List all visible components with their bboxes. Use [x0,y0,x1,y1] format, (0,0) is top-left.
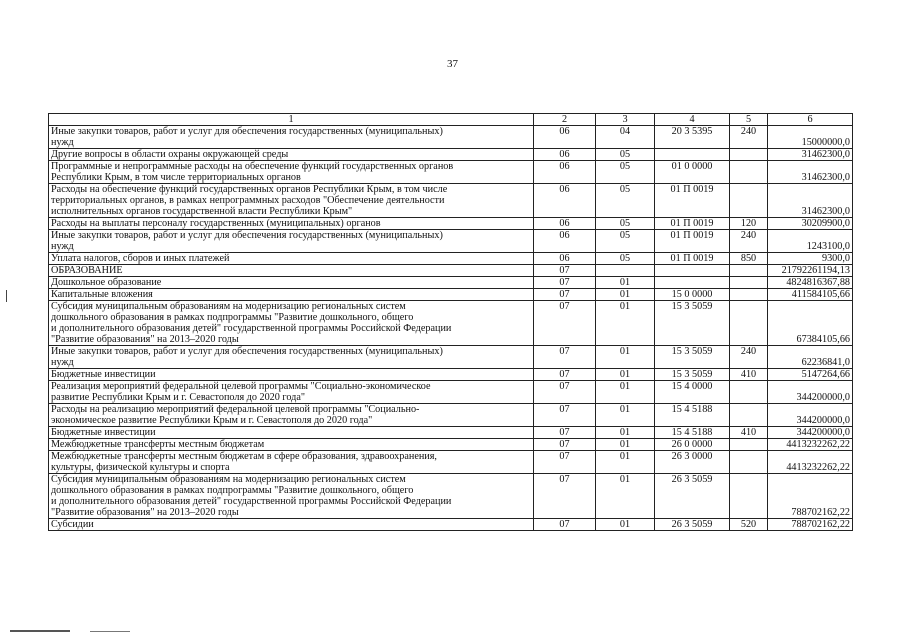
table-row [49,161,853,184]
header-cell: 1 [49,114,534,126]
section-code-cell: 07 [534,277,596,289]
row-name-line: Расходы на реализацию мероприятий федеральной целевой программы "Социально- [51,404,420,415]
row-name-line: Иные закупки товаров, работ и услуг для обеспечения государственных (муниципальных) [51,230,443,241]
expense-type-cell: 240 [730,346,768,369]
row-name-line: нужд [51,241,74,252]
subsection-code-cell: 01 [596,474,655,519]
row-name-line: развитие Республики Крым и г. Севастополя до 2020 года" [51,392,306,403]
amount-cell: 344200000,0 [768,427,853,439]
row-name-line: и дополнительного образования детей" государственной программы Российской Федерации [51,323,452,334]
scan-mark [10,630,70,632]
row-name-cell [49,218,534,230]
table-row [49,439,853,451]
subsection-code-cell: 01 [596,381,655,404]
subsection-code-cell: 05 [596,161,655,184]
row-name-cell [49,253,534,265]
table-row [49,346,853,369]
row-name-line: дошкольного образования в рамках подпрограммы "Развитие дошкольного, общего [51,312,414,323]
target-article-cell: 15 3 5059 [655,301,730,346]
subsection-code-cell: 05 [596,218,655,230]
table-row [49,451,853,474]
subsection-code-cell [596,265,655,277]
row-name-line: Иные закупки товаров, работ и услуг для обеспечения государственных (муниципальных) [51,346,443,357]
section-code-cell: 06 [534,161,596,184]
amount-cell: 30209900,0 [768,218,853,230]
table-row [49,474,853,519]
subsection-code-cell: 05 [596,184,655,218]
section-code-cell: 07 [534,451,596,474]
page-number: 37 [447,58,458,70]
row-name-cell [49,369,534,381]
table-row [49,184,853,218]
row-name-cell [49,301,534,346]
target-article-cell: 01 П 0019 [655,184,730,218]
subsection-code-cell: 01 [596,277,655,289]
table-row [49,289,853,301]
expense-type-cell [730,474,768,519]
subsection-code-cell: 01 [596,451,655,474]
row-name-cell [49,439,534,451]
row-name-line: Программные и непрограммные расходы на обеспечение функций государственных органов [51,161,454,172]
header-cell: 4 [655,114,730,126]
target-article-cell [655,277,730,289]
target-article-cell: 15 4 5188 [655,427,730,439]
row-name-line: и дополнительного образования детей" государственной программы Российской Федерации [51,496,452,507]
table-row [49,230,853,253]
expense-type-cell [730,301,768,346]
section-code-cell: 07 [534,381,596,404]
row-name-cell [49,451,534,474]
section-code-cell: 07 [534,369,596,381]
subsection-code-cell: 05 [596,149,655,161]
amount-cell: 4824816367,88 [768,277,853,289]
row-name-line: Уплата налогов, сборов и иных платежей [51,253,230,264]
expense-type-cell: 850 [730,253,768,265]
row-name-line: Межбюджетные трансферты местным бюджетам [51,439,265,450]
amount-cell: 9300,0 [768,253,853,265]
subsection-code-cell: 04 [596,126,655,149]
target-article-cell: 26 3 0000 [655,451,730,474]
subsection-code-cell: 01 [596,346,655,369]
amount-cell: 31462300,0 [768,161,853,184]
table-row [49,126,853,149]
header-cell: 5 [730,114,768,126]
expense-type-cell [730,149,768,161]
row-name-cell [49,149,534,161]
section-code-cell: 06 [534,149,596,161]
table-row [49,369,853,381]
target-article-cell [655,265,730,277]
amount-cell: 788702162,22 [768,474,853,519]
table-row [49,253,853,265]
target-article-cell: 15 4 0000 [655,381,730,404]
row-name-line: Бюджетные инвестиции [51,369,156,380]
subsection-code-cell: 01 [596,519,655,531]
table-row [49,519,853,531]
row-name-line: исполнительных органов государственной власти Республики Крым" [51,206,353,217]
expense-type-cell [730,289,768,301]
row-name-line: Капитальные вложения [51,289,153,300]
row-name-line: территориальных органов, в рамках непрограммных расходов "Обеспечение деятельности [51,195,445,206]
subsection-code-cell: 01 [596,427,655,439]
scan-mark [6,290,7,302]
section-code-cell: 07 [534,519,596,531]
table-row [49,427,853,439]
expense-type-cell: 410 [730,427,768,439]
row-name-line: Реализация мероприятий федеральной целевой программы "Социально-экономическое [51,381,431,392]
section-code-cell: 07 [534,301,596,346]
row-name-line: Расходы на выплаты персоналу государственных (муниципальных) органов [51,218,381,229]
expense-type-cell: 520 [730,519,768,531]
table-body [49,114,853,531]
amount-cell: 344200000,0 [768,404,853,427]
amount-cell: 67384105,66 [768,301,853,346]
amount-cell: 1243100,0 [768,230,853,253]
table-row [49,301,853,346]
row-name-cell [49,126,534,149]
header-cell: 2 [534,114,596,126]
amount-cell: 411584105,66 [768,289,853,301]
subsection-code-cell: 01 [596,369,655,381]
section-code-cell: 07 [534,346,596,369]
row-name-line: нужд [51,357,74,368]
expense-type-cell: 240 [730,126,768,149]
target-article-cell: 26 3 5059 [655,474,730,519]
expense-type-cell: 410 [730,369,768,381]
row-name-cell [49,289,534,301]
header-cell: 6 [768,114,853,126]
section-code-cell: 07 [534,265,596,277]
expense-type-cell [730,451,768,474]
section-code-cell: 06 [534,218,596,230]
row-name-line: культуры, физической культуры и спорта [51,462,230,473]
expense-type-cell: 120 [730,218,768,230]
table-row [49,149,853,161]
budget-table [48,113,853,531]
amount-cell: 4413232262,22 [768,451,853,474]
section-code-cell: 07 [534,289,596,301]
table-row [49,381,853,404]
target-article-cell: 01 П 0019 [655,230,730,253]
target-article-cell: 15 3 5059 [655,369,730,381]
section-code-cell: 07 [534,404,596,427]
subsection-code-cell: 05 [596,230,655,253]
section-code-cell: 06 [534,253,596,265]
row-name-cell [49,427,534,439]
row-name-line: "Развитие образования" на 2013–2020 годы [51,334,239,345]
row-name-cell [49,519,534,531]
target-article-cell: 15 3 5059 [655,346,730,369]
table-row [49,265,853,277]
target-article-cell: 20 3 5395 [655,126,730,149]
amount-cell: 5147264,66 [768,369,853,381]
expense-type-cell [730,439,768,451]
subsection-code-cell: 01 [596,289,655,301]
subsection-code-cell: 01 [596,439,655,451]
row-name-line: ОБРАЗОВАНИЕ [51,265,123,276]
section-code-cell: 07 [534,439,596,451]
section-code-cell: 07 [534,427,596,439]
table-row [49,218,853,230]
amount-cell: 344200000,0 [768,381,853,404]
target-article-cell: 01 П 0019 [655,218,730,230]
target-article-cell: 26 3 5059 [655,519,730,531]
header-cell: 3 [596,114,655,126]
amount-cell: 62236841,0 [768,346,853,369]
row-name-line: Республики Крым, в том числе территориальных органов [51,172,301,183]
expense-type-cell: 240 [730,230,768,253]
row-name-cell [49,184,534,218]
amount-cell: 21792261194,13 [768,265,853,277]
expense-type-cell [730,161,768,184]
amount-cell: 31462300,0 [768,184,853,218]
target-article-cell: 01 П 0019 [655,253,730,265]
expense-type-cell [730,265,768,277]
subsection-code-cell: 05 [596,253,655,265]
target-article-cell: 15 0 0000 [655,289,730,301]
expense-type-cell [730,381,768,404]
amount-cell: 15000000,0 [768,126,853,149]
row-name-line: нужд [51,137,74,148]
row-name-cell [49,404,534,427]
row-name-line: Субсидии [51,519,94,530]
target-article-cell: 01 0 0000 [655,161,730,184]
amount-cell: 4413232262,22 [768,439,853,451]
row-name-line: Иные закупки товаров, работ и услуг для обеспечения государственных (муниципальных) [51,126,443,137]
row-name-line: Межбюджетные трансферты местным бюджетам в сфере образования, здравоохранения, [51,451,437,462]
section-code-cell: 07 [534,474,596,519]
row-name-cell [49,381,534,404]
scan-mark [90,631,130,632]
row-name-cell [49,161,534,184]
row-name-line: Бюджетные инвестиции [51,427,156,438]
table-row [49,404,853,427]
section-code-cell: 06 [534,184,596,218]
row-name-line: Дошкольное образование [51,277,162,288]
row-name-cell [49,474,534,519]
row-name-line: Субсидия муниципальным образованиям на модернизацию региональных систем [51,474,406,485]
row-name-line: Расходы на обеспечение функций государственных органов Республики Крым, в том числе [51,184,448,195]
row-name-line: дошкольного образования в рамках подпрограммы "Развитие дошкольного, общего [51,485,414,496]
row-name-line: Субсидия муниципальным образованиям на модернизацию региональных систем [51,301,406,312]
row-name-cell [49,265,534,277]
target-article-cell: 26 0 0000 [655,439,730,451]
row-name-cell [49,230,534,253]
subsection-code-cell: 01 [596,404,655,427]
row-name-line: "Развитие образования" на 2013–2020 годы [51,507,239,518]
row-name-line: экономическое развитие Республики Крым и г. Севастополя до 2020 года" [51,415,373,426]
expense-type-cell [730,184,768,218]
section-code-cell: 06 [534,126,596,149]
table-row [49,277,853,289]
row-name-cell [49,346,534,369]
section-code-cell: 06 [534,230,596,253]
subsection-code-cell: 01 [596,301,655,346]
row-name-cell [49,277,534,289]
amount-cell: 31462300,0 [768,149,853,161]
row-name-line: Другие вопросы в области охраны окружающей среды [51,149,289,160]
target-article-cell [655,149,730,161]
expense-type-cell [730,277,768,289]
expense-type-cell [730,404,768,427]
target-article-cell: 15 4 5188 [655,404,730,427]
amount-cell: 788702162,22 [768,519,853,531]
table-header-row [49,114,853,126]
